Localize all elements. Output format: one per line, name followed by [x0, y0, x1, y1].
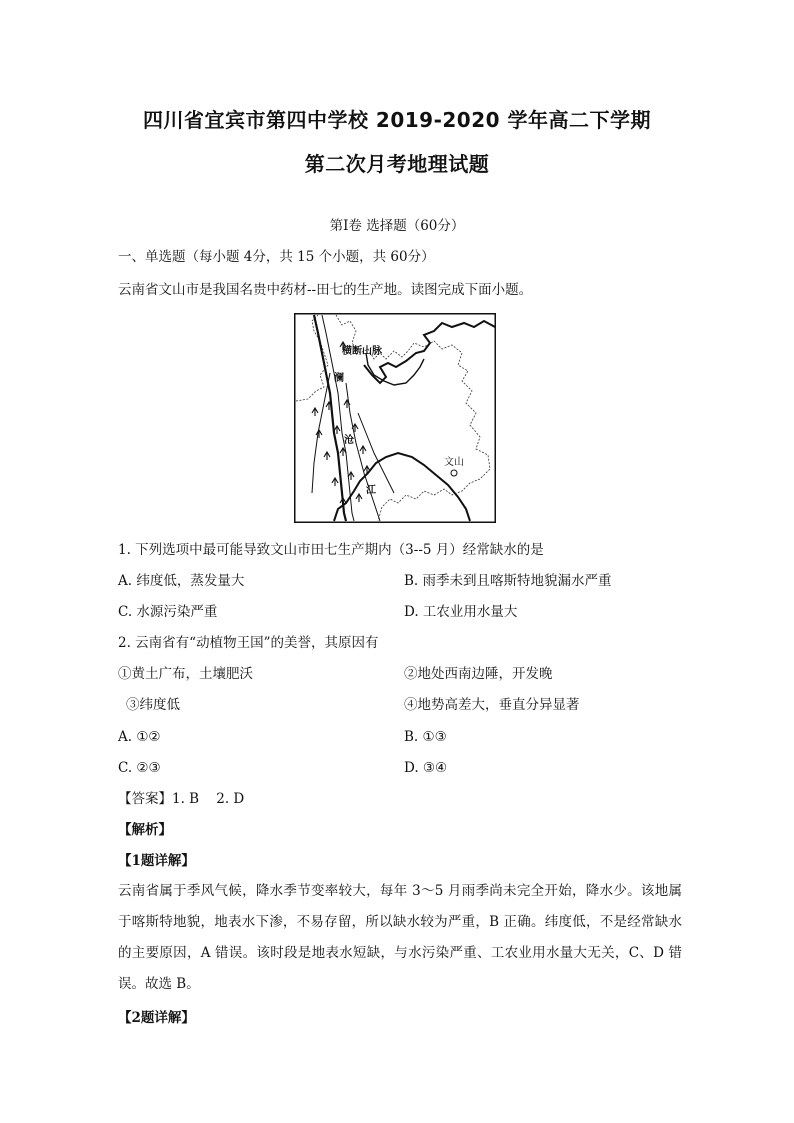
city-marker-wenshan — [451, 470, 457, 476]
q2-option-a: A. ①② — [118, 729, 161, 745]
doc-title-line1: 四川省宜宾市第四中学校 2019-2020 学年高二下学期 — [142, 108, 652, 132]
answer-line: 【答案】1. B 2. D — [118, 791, 245, 807]
map-svg — [294, 313, 496, 523]
q2-statement-3: ③纬度低 — [126, 697, 180, 713]
map-frame — [295, 314, 496, 523]
part-heading: 一、单选题（每小题 4分，共 15 个小题，共 60分） — [118, 249, 435, 265]
detail1-heading: 【1题详解】 — [118, 853, 195, 869]
intro-text: 云南省文山市是我国名贵中药材--田七的生产地。读图完成下面小题。 — [118, 282, 533, 298]
label-river-jiang: 江 — [366, 485, 376, 496]
q2-option-d: D. ③④ — [404, 760, 448, 776]
analysis-heading: 【解析】 — [118, 822, 172, 838]
detail1-body: 云南省属于季风气候，降水季节变率较大，每年 3～5 月雨季尚未完全开始，降水少。该地属于喀斯特地貌，地表水下渗，不易存留，所以缺水较为严重，B 正确。纬度低，不是经常缺水的主要原因，A 错误。该时段是地表水短缺，与水污染严重、工农业用水量大无关，C、D 错误。故选 B。 — [118, 883, 682, 992]
q2-statement-2: ②地处西南边陲，开发晚 — [404, 666, 553, 682]
q1-option-c: C. 水源污染严重 — [118, 604, 218, 620]
section-heading: 第Ⅰ卷 选择题（60分） — [329, 218, 465, 234]
q1-option-b: B. 雨季未到且喀斯特地貌漏水严重 — [404, 573, 612, 589]
label-city-wenshan: 文山 — [444, 457, 464, 468]
yunnan-map-figure — [294, 313, 496, 523]
label-river-cang: 沧 — [344, 435, 354, 446]
q2-statement-1: ①黄土广布，土壤肥沃 — [118, 666, 253, 682]
label-mountains: 横断山脉 — [342, 346, 382, 357]
q1-stem: 1. 下列选项中最可能导致文山市田七生产期内（3--5 月）经常缺水的是 — [118, 542, 544, 558]
q2-option-b: B. ①③ — [404, 729, 447, 745]
q2-stem: 2. 云南省有“动植物王国”的美誉，其原因有 — [118, 635, 379, 651]
detail2-heading: 【2题详解】 — [118, 1010, 195, 1026]
q1-option-d: D. 工农业用水量大 — [404, 604, 518, 620]
q2-option-c: C. ②③ — [118, 760, 161, 776]
q1-option-a: A. 纬度低，蒸发量大 — [118, 573, 245, 589]
label-river-lan: 澜 — [334, 373, 344, 384]
doc-title-line2: 第二次月考地理试题 — [304, 152, 490, 176]
q2-statement-4: ④地势高差大，垂直分异显著 — [404, 697, 580, 713]
